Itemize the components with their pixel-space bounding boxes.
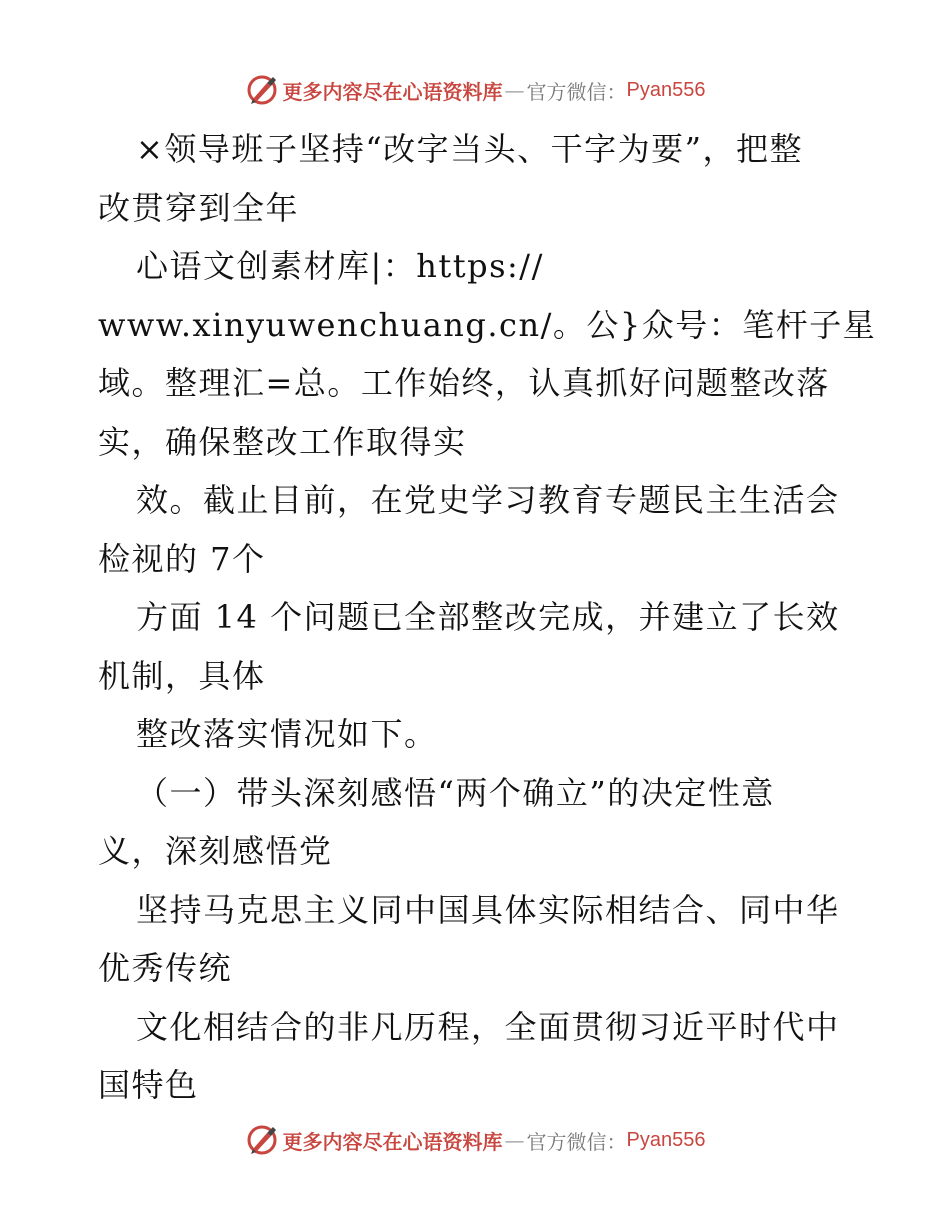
- body-line-9: 方面 14 个问题已全部整改完成，并建立了长效: [136, 598, 840, 636]
- header-wechat-id: Pyan556: [626, 78, 706, 101]
- footer-banner: [0, 1120, 950, 1160]
- body-line-15: 优秀传统: [98, 949, 233, 987]
- body-line-8: 检视的 7个: [98, 539, 266, 578]
- body-line-12: （一）带头深刻感悟“两个确立”的决定性意: [136, 773, 775, 812]
- body-line-17: 国特色: [98, 1066, 199, 1104]
- document-body: [98, 120, 877, 1115]
- pen-logo-icon: [245, 1123, 279, 1157]
- header-official-label: 官方微信：: [526, 79, 627, 104]
- footer-official-label: 官方微信：: [526, 1129, 627, 1154]
- body-line-3: 心语文创素材库|：https://: [136, 247, 544, 285]
- footer-wechat-id: Pyan556: [626, 1128, 706, 1151]
- body-line-1: ×领导班子坚持“改字当头、干字为要”，把整: [136, 130, 804, 168]
- pen-logo-icon: [245, 73, 279, 107]
- body-line-11: 整改落实情况如下。: [136, 715, 438, 753]
- body-line-7: 效。截止目前，在党史学习教育专题民主生活会: [136, 481, 840, 519]
- body-line-4: www.xinyuwenchuang.cn/。公}众号：笔杆子星: [98, 305, 877, 344]
- footer-site-text: 更多内容尽在心语资料库: [282, 1129, 503, 1154]
- body-line-10: 机制，具体: [98, 656, 266, 695]
- body-line-13: 义，深刻感悟党: [98, 832, 333, 870]
- header-banner: [0, 70, 950, 110]
- header-site-text: 更多内容尽在心语资料库: [282, 79, 503, 104]
- body-line-6: 实，确保整改工作取得实: [98, 422, 467, 461]
- body-line-5: 域。整理汇=总。工作始终，认真抓好问题整改落: [98, 364, 830, 402]
- body-line-16: 文化相结合的非凡历程，全面贯彻习近平时代中: [136, 1007, 840, 1046]
- footer-dash: —: [504, 1128, 525, 1152]
- body-line-2: 改贯穿到全年: [98, 188, 300, 227]
- header-dash: —: [504, 78, 525, 102]
- body-line-14: 坚持马克思主义同中国具体实际相结合、同中华: [136, 890, 840, 929]
